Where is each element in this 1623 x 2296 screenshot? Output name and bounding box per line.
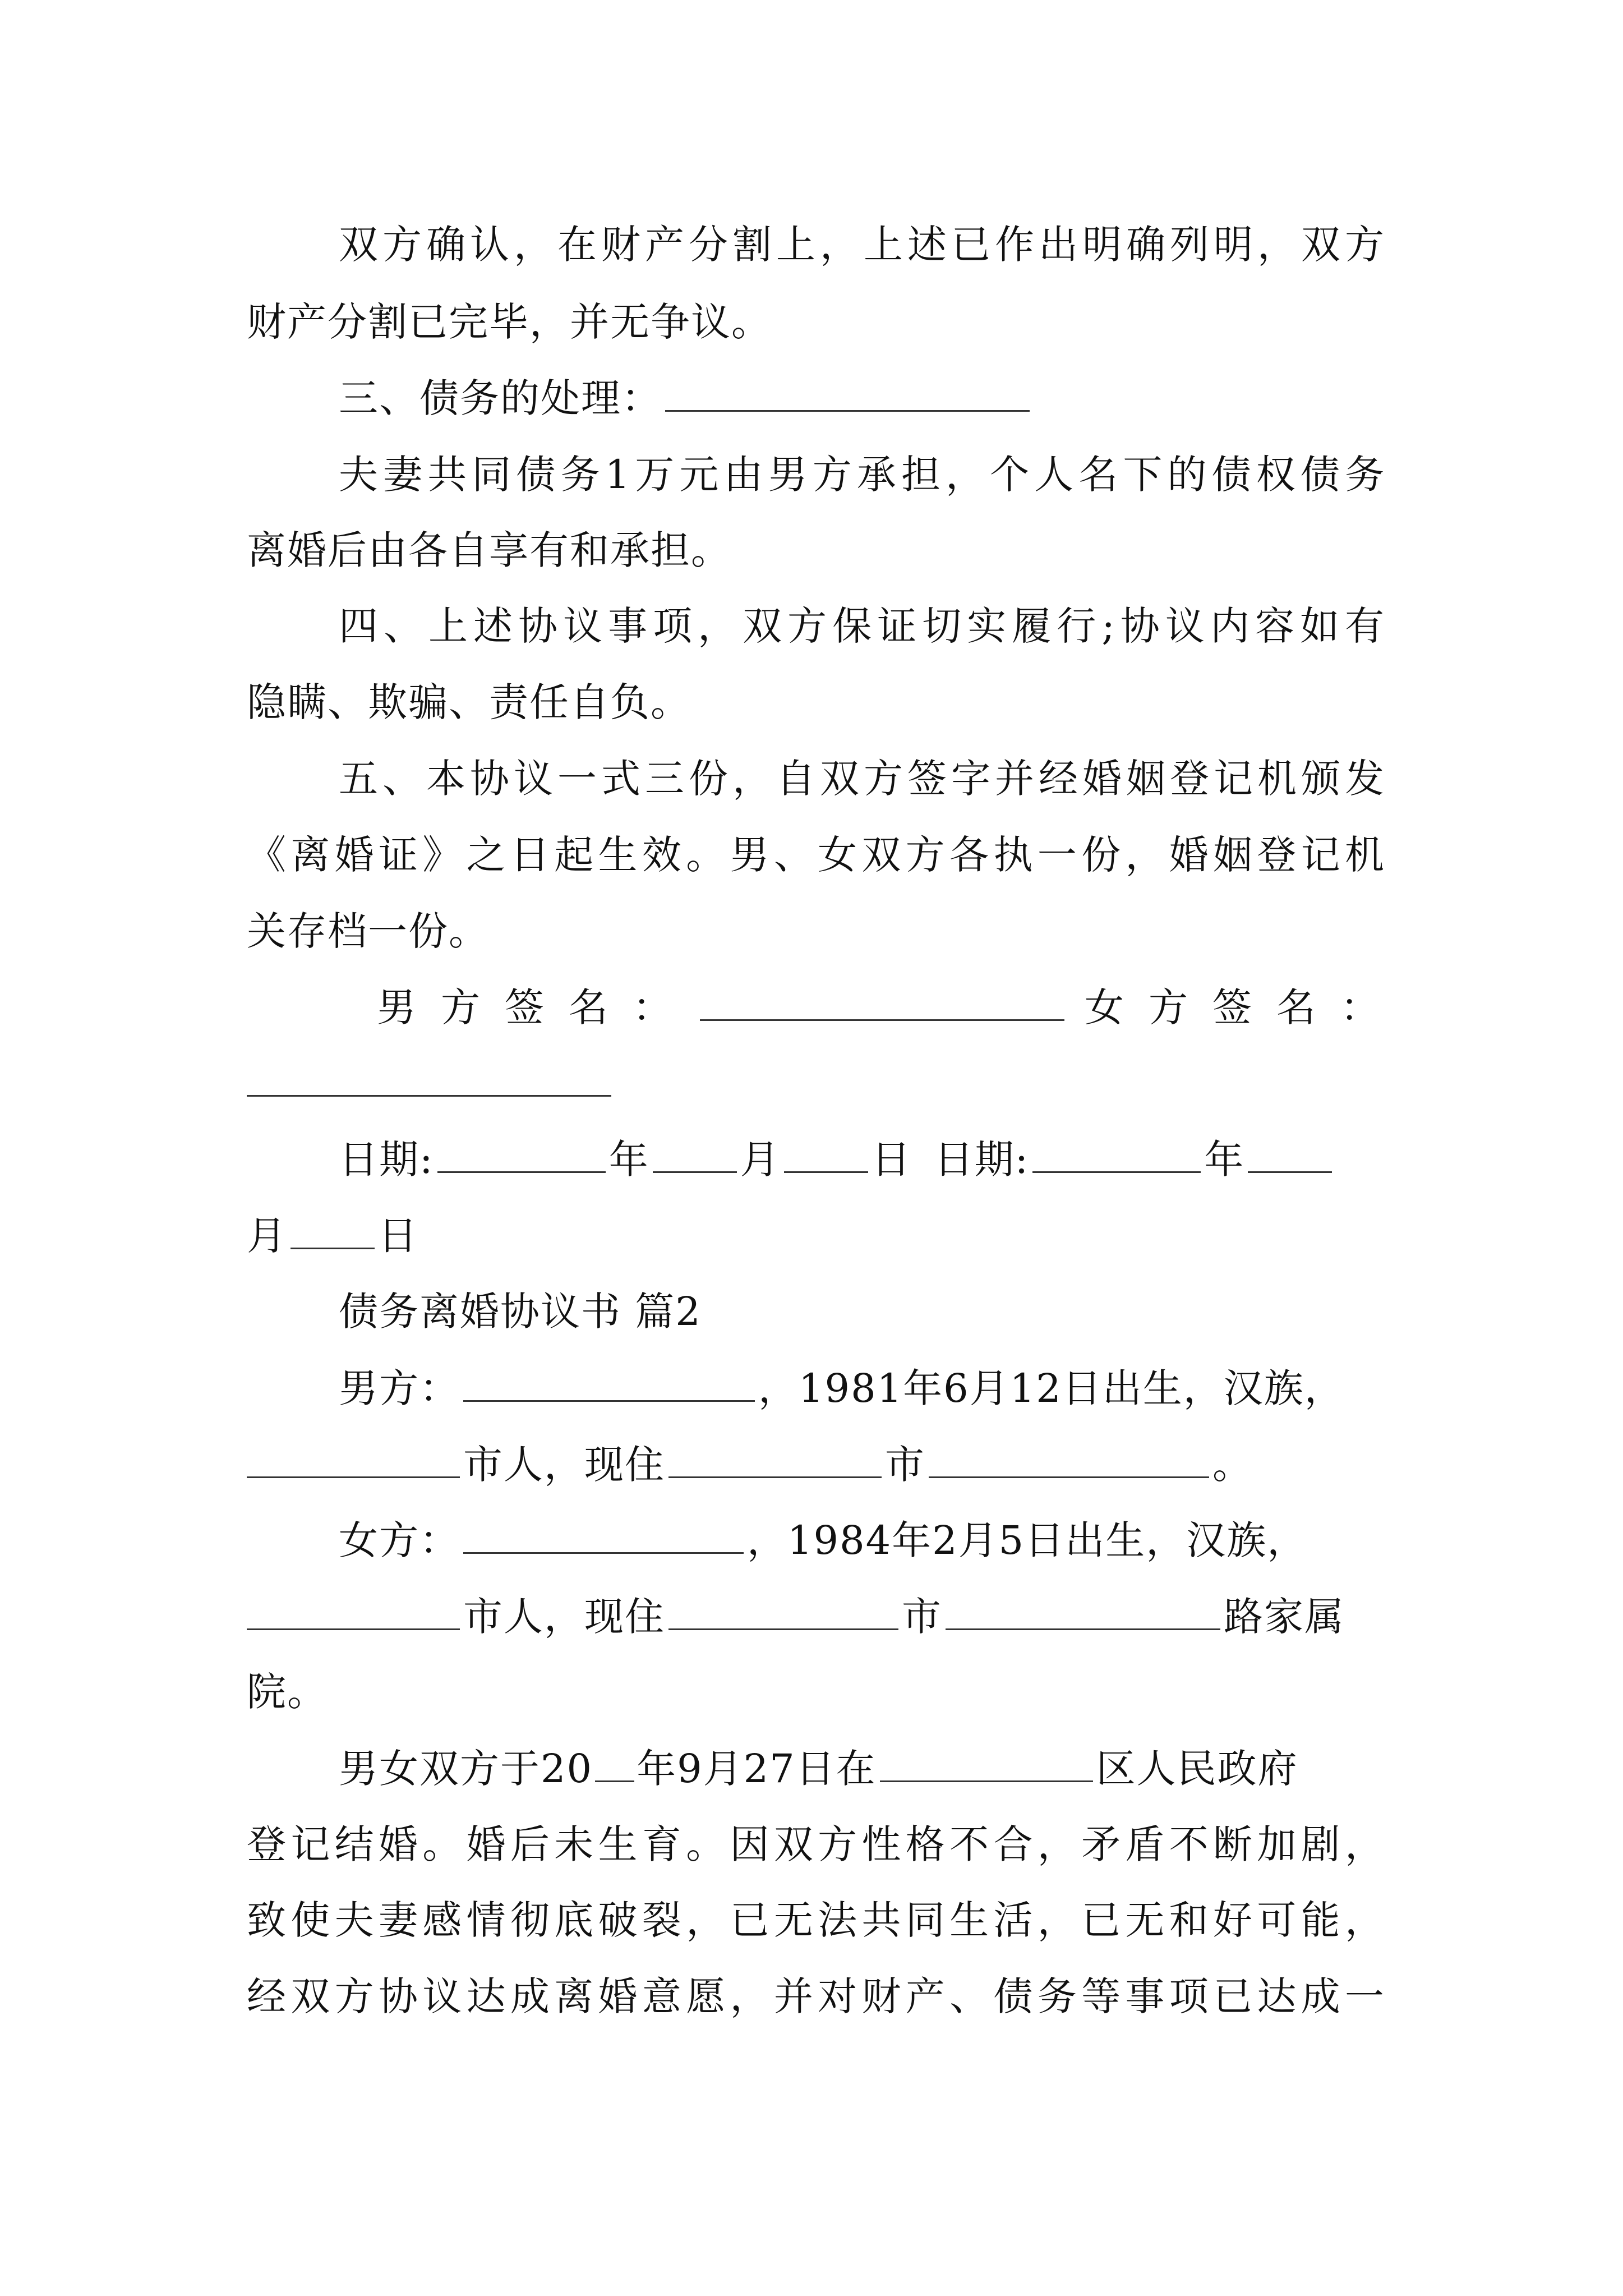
female-info-row bbox=[339, 1513, 1385, 1567]
male-residence-field bbox=[668, 1437, 882, 1478]
marriage-suffix: 区人民政府 bbox=[1096, 1746, 1298, 1792]
text-line: 夫妻共同债务1万元由男方承担，个人名下的债权债务 bbox=[339, 452, 1385, 498]
text-line: 院。 bbox=[247, 1669, 328, 1715]
text-line: 登记结婚。婚后未生育。因双方性格不合，矛盾不断加剧， bbox=[247, 1821, 1385, 1867]
date-year-field bbox=[437, 1132, 606, 1173]
male-address-field bbox=[929, 1437, 1209, 1478]
female-residence-field bbox=[668, 1589, 898, 1630]
female-city: 市 bbox=[902, 1594, 942, 1640]
district-field bbox=[880, 1741, 1093, 1782]
marriage-mid: 年9月27日在 bbox=[637, 1746, 877, 1792]
female-city-suffix: 市人，现住 bbox=[463, 1594, 665, 1640]
female-origin-field bbox=[247, 1589, 460, 1630]
text-line: 关存档一份。 bbox=[247, 908, 489, 954]
date-day-field bbox=[784, 1132, 868, 1173]
male-signature-label: 男方签名： bbox=[377, 984, 697, 1030]
female-label: 女方： bbox=[339, 1517, 460, 1563]
female-address-field bbox=[946, 1589, 1220, 1630]
male-signature-field bbox=[700, 980, 1064, 1021]
male-end: 。 bbox=[1212, 1442, 1253, 1488]
date-year-field bbox=[1032, 1132, 1201, 1173]
marriage-prefix: 男女双方于20 bbox=[339, 1746, 593, 1792]
date-year-label: 年 bbox=[608, 1137, 649, 1182]
date-day-label: 日 bbox=[378, 1213, 418, 1259]
date-day-label: 日 bbox=[871, 1137, 912, 1182]
text-line: 经双方协议达成离婚意愿，并对财产、债务等事项已达成一 bbox=[247, 1973, 1385, 2019]
female-signature-field bbox=[247, 1056, 611, 1097]
text-line: 双方确认，在财产分割上，上述已作出明确列明，双方 bbox=[339, 222, 1385, 268]
date-label: 日期: bbox=[339, 1137, 434, 1182]
date-label: 日期: bbox=[934, 1137, 1030, 1182]
male-label: 男方： bbox=[339, 1365, 460, 1411]
text-line: 三、债务的处理： bbox=[339, 375, 662, 421]
female-name-field bbox=[463, 1513, 744, 1554]
male-address-row bbox=[247, 1437, 1385, 1491]
date-year-label: 年 bbox=[1204, 1137, 1245, 1182]
signature-row bbox=[377, 980, 1404, 1034]
year-field bbox=[595, 1741, 634, 1782]
male-info-row bbox=[339, 1361, 1385, 1415]
date-row-continued bbox=[247, 1208, 1385, 1262]
date-day-field bbox=[291, 1208, 375, 1249]
female-signature-row bbox=[247, 1056, 1385, 1110]
blank-field bbox=[665, 371, 1030, 412]
text-line: 隐瞒、欺骗、责任自负。 bbox=[247, 679, 691, 725]
female-birth-text: ，1984年2月5日出生，汉族， bbox=[747, 1517, 1308, 1563]
text-line: 五、本协议一式三份，自双方签字并经婚姻登记机颁发 bbox=[339, 756, 1385, 802]
female-address-row bbox=[247, 1589, 1385, 1643]
text-line: 离婚后由各自享有和承担。 bbox=[247, 527, 731, 573]
male-city-suffix: 市人，现住 bbox=[463, 1442, 665, 1488]
text-line: 致使夫妻感情彻底破裂，已无法共同生活，已无和好可能， bbox=[247, 1897, 1385, 1943]
text-line: 财产分割已完毕，并无争议。 bbox=[247, 299, 772, 345]
date-month-label: 月 bbox=[247, 1213, 287, 1259]
date-month-label: 月 bbox=[740, 1137, 781, 1182]
female-road: 路家属 bbox=[1224, 1594, 1345, 1640]
text-line: 《离婚证》之日起生效。男、女双方各执一份，婚姻登记机 bbox=[247, 832, 1385, 878]
male-birth-text: ，1981年6月12日出生，汉族， bbox=[758, 1365, 1345, 1411]
date-month-field bbox=[653, 1132, 737, 1173]
male-origin-field bbox=[247, 1437, 460, 1478]
male-city: 市 bbox=[885, 1442, 925, 1488]
section-title: 债务离婚协议书 篇2 bbox=[339, 1289, 702, 1335]
section-heading-debt bbox=[339, 371, 1385, 425]
marriage-row bbox=[339, 1741, 1385, 1795]
date-month-field bbox=[1248, 1132, 1332, 1173]
date-row bbox=[339, 1132, 1385, 1186]
male-name-field bbox=[463, 1361, 755, 1402]
female-signature-label: 女方签名： bbox=[1085, 984, 1404, 1030]
text-line: 四、上述协议事项，双方保证切实履行;协议内容如有 bbox=[339, 603, 1385, 649]
